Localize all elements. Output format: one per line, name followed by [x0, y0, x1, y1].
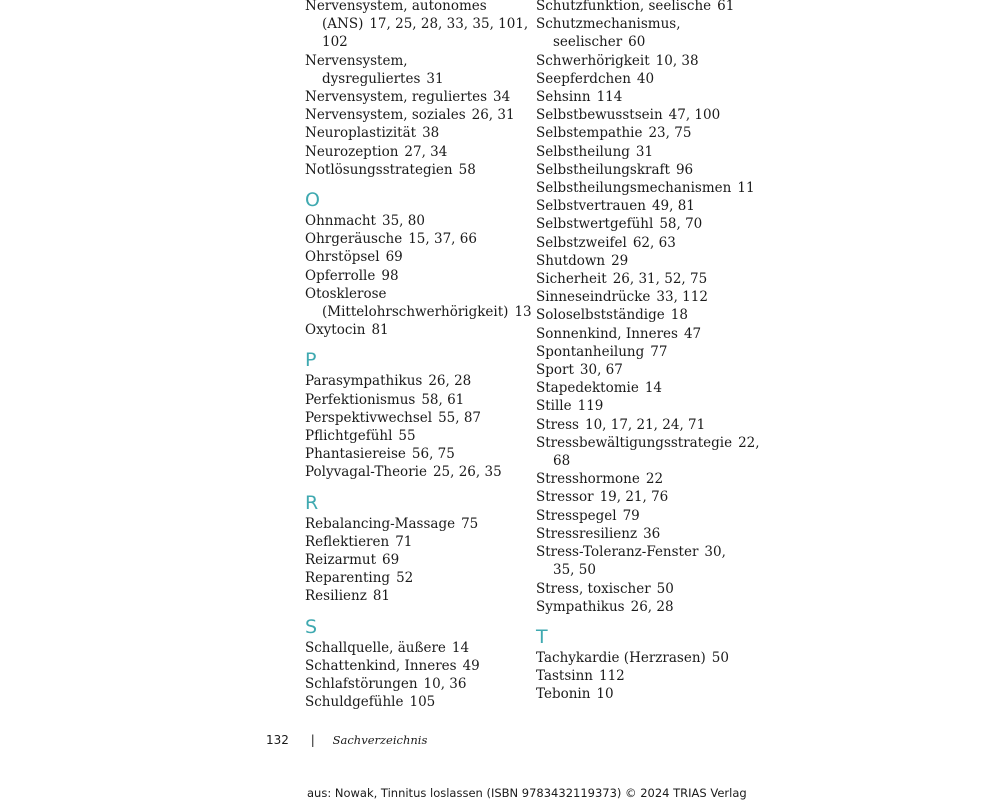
index-term: Spontanheilung [536, 343, 645, 360]
index-page-refs: 18 [670, 307, 688, 324]
index-page-refs: 22, 68 [553, 434, 760, 470]
index-page-refs: 27, 34 [404, 143, 448, 160]
index-term: Tebonin [536, 686, 591, 703]
index-term: Stressresilienz [536, 525, 638, 542]
index-term: Reparenting [305, 570, 391, 587]
index-letter-heading: R [305, 491, 319, 514]
index-page-refs: 58 [458, 161, 476, 178]
index-entry [305, 248, 530, 266]
index-entry [536, 252, 751, 270]
index-page-refs: 58, 61 [421, 391, 465, 408]
index-page-refs: 25, 26, 35 [432, 464, 502, 481]
index-page-refs: 55, 87 [438, 409, 482, 426]
index-page-refs: 17, 25, 28, 33, 35, 101, 102 [322, 16, 529, 51]
index-entry [536, 161, 751, 179]
index-term: Otosklerose (Mittelohrschwerhörigkeit) [305, 285, 509, 321]
index-page-refs: 13 [514, 304, 532, 321]
index-term: Selbstzweifel [536, 234, 627, 251]
index-page-refs: 23, 75 [648, 125, 692, 142]
index-entry [536, 124, 751, 142]
index-term: Selbstvertrauen [536, 198, 646, 215]
index-term: Schwerhörigkeit [536, 52, 650, 69]
index-page-refs: 26, 31 [471, 107, 515, 124]
index-term: Stille [536, 398, 572, 415]
index-column-left [305, 0, 530, 712]
index-entry [536, 543, 751, 579]
index-entry [536, 143, 751, 161]
index-term: Selbstwertgefühl [536, 216, 654, 233]
index-term: Neurozeption [305, 143, 399, 160]
index-page-refs: 114 [596, 89, 623, 106]
index-page-refs: 105 [409, 694, 436, 711]
index-entry [305, 0, 530, 52]
index-letter-heading: T [536, 625, 548, 648]
index-page-refs: 31 [426, 70, 444, 87]
index-entry [305, 212, 530, 230]
index-term: Reflektieren [305, 533, 390, 550]
index-entry [305, 391, 530, 409]
index-entry [536, 306, 751, 324]
index-entry [305, 463, 530, 481]
index-page-refs: 38 [422, 125, 440, 142]
index-term: Polyvagal-Theorie [305, 464, 427, 481]
index-term: Perfektionismus [305, 391, 416, 408]
index-letter-heading: S [305, 615, 318, 638]
index-page-refs: 15, 37, 66 [408, 231, 477, 248]
index-term: Stress, toxischer [536, 580, 651, 597]
index-term: Schuldgefühle [305, 694, 404, 711]
index-term: Resilienz [305, 588, 367, 605]
index-page-refs: 81 [372, 588, 391, 605]
index-page-refs: 62, 63 [632, 234, 676, 251]
index-page-refs: 26, 28 [630, 598, 674, 615]
index-entry [536, 598, 751, 616]
index-entry [305, 88, 530, 106]
index-entry [305, 52, 530, 88]
index-entry [536, 234, 751, 252]
index-term: Schlafstörungen [305, 676, 418, 693]
index-page-refs: 26, 31, 52, 75 [612, 271, 708, 288]
index-entry [536, 325, 751, 343]
index-term: Sonnenkind, Inneres [536, 325, 678, 342]
index-term: Oxytocin [305, 322, 366, 339]
index-page-refs: 56, 75 [411, 446, 455, 463]
index-term: Nervensystem, dysreguliertes [305, 52, 421, 87]
index-entry [536, 488, 751, 506]
index-entry [536, 580, 751, 598]
index-entry [536, 434, 760, 470]
index-page-refs: 77 [650, 343, 668, 360]
index-term: Neuroplastizität [305, 125, 417, 142]
index-entry [536, 397, 751, 415]
index-entry [305, 675, 530, 693]
index-page-refs: 36 [643, 525, 661, 542]
index-term: Rebalancing-Massage [305, 515, 456, 532]
index-page-refs: 31 [635, 143, 654, 160]
index-entry [305, 372, 530, 390]
index-entry [536, 667, 751, 685]
index-term: Nervensystem, reguliertes [305, 89, 488, 106]
index-entry [305, 161, 530, 179]
index-page-refs: 47 [683, 325, 702, 342]
index-page-refs: 14 [451, 639, 470, 656]
index-term: Ohrstöpsel [305, 249, 380, 266]
index-term: Schutzmechanismus, seelischer [536, 16, 681, 51]
index-term: Schallquelle, äußere [305, 639, 446, 656]
index-page-refs: 34 [493, 89, 511, 106]
index-term: Tastsinn [536, 668, 593, 685]
index-page-refs: 79 [622, 507, 640, 524]
index-page-refs: 33, 112 [656, 289, 708, 306]
index-entry [305, 427, 530, 445]
index-page-refs: 112 [599, 668, 625, 685]
index-entry [536, 525, 751, 543]
index-entry [305, 321, 530, 339]
index-entry [536, 288, 751, 306]
index-entry [305, 267, 530, 285]
index-term: Selbstempathie [536, 125, 643, 142]
index-page-refs: 119 [577, 398, 604, 415]
index-term: Nervensystem, autonomes (ANS) [305, 0, 487, 33]
index-page-refs: 10, 38 [655, 52, 699, 69]
index-term: Reizarmut [305, 552, 377, 569]
index-letter-heading: O [305, 189, 320, 212]
index-entry [305, 693, 530, 711]
index-entry [536, 343, 751, 361]
index-page-refs: 49 [462, 657, 480, 674]
index-page-refs: 30, 67 [579, 362, 623, 379]
index-term: Stresshormone [536, 471, 640, 488]
index-page-refs: 81 [371, 322, 389, 339]
index-entry [305, 106, 530, 124]
index-entry [536, 52, 751, 70]
index-entry [305, 515, 530, 533]
footer-separator: | [310, 733, 315, 747]
index-entry [305, 409, 530, 427]
index-entry [305, 587, 530, 605]
index-entry [536, 507, 751, 525]
index-entry [536, 106, 751, 124]
index-entry [305, 569, 530, 587]
index-page-refs: 60 [628, 34, 646, 51]
index-term: Notlösungsstrategien [305, 161, 453, 178]
index-term: Selbstheilung [536, 143, 630, 160]
index-entry [536, 15, 751, 51]
index-term: Opferrolle [305, 267, 376, 284]
index-term: Shutdown [536, 252, 606, 269]
index-entry [536, 379, 751, 397]
index-term: Nervensystem, soziales [305, 107, 466, 124]
index-entry [305, 143, 530, 161]
index-entry [536, 197, 751, 215]
index-entry [536, 416, 751, 434]
index-term: Perspektivwechsel [305, 409, 433, 426]
index-term: Stress [536, 416, 579, 433]
index-term: Schattenkind, Inneres [305, 657, 457, 674]
index-entry [305, 639, 530, 657]
source-citation: aus: Nowak, Tinnitus loslassen (ISBN 9783432119373) © 2024 TRIAS Verlag [307, 786, 747, 800]
index-term: Selbstheilungskraft [536, 161, 670, 178]
section-title: Sachverzeichnis [332, 733, 428, 747]
index-page-refs: 10, 17, 21, 24, 71 [584, 416, 706, 433]
index-entry [305, 124, 530, 142]
index-page-refs: 58, 70 [659, 216, 703, 233]
index-term: Tachykardie (Herzrasen) [536, 649, 706, 666]
index-entry [305, 657, 530, 675]
index-page-refs: 26, 28 [428, 373, 472, 390]
index-page-refs: 75 [461, 515, 479, 532]
index-page-refs: 40 [636, 70, 655, 87]
index-entry [536, 88, 751, 106]
index-term: Pflichtgefühl [305, 428, 393, 445]
index-term: Schutzfunktion, seelische [536, 0, 712, 14]
index-entry [536, 270, 751, 288]
index-entry [305, 285, 530, 321]
index-page-refs: 10 [596, 686, 614, 703]
index-page-refs: 49, 81 [651, 198, 695, 215]
index-term: Soloselbstständige [536, 307, 665, 324]
index-column-right [536, 0, 760, 704]
index-term: Stressor [536, 489, 594, 506]
index-entry [536, 179, 755, 197]
index-page-refs: 22 [645, 471, 664, 488]
index-term: Selbstbewusstsein [536, 107, 663, 124]
index-term: Ohrgeräusche [305, 231, 403, 248]
index-term: Seepferdchen [536, 70, 631, 87]
index-entry [305, 533, 530, 551]
index-entry [536, 215, 751, 233]
index-letter-heading: P [305, 349, 317, 372]
index-entry [536, 0, 751, 15]
index-page-refs: 69 [385, 249, 403, 266]
index-term: Sport [536, 362, 574, 379]
index-term: Selbstheilungsmechanismen [536, 180, 732, 197]
index-entry [536, 649, 751, 667]
page-number: 132 [266, 733, 289, 747]
page-footer [266, 733, 427, 747]
index-term: Sinneseindrücke [536, 289, 651, 306]
index-term: Parasympathikus [305, 373, 423, 390]
index-page-refs: 30, 35, 50 [553, 544, 726, 579]
index-page-refs: 29 [611, 252, 629, 269]
index-page-refs: 98 [381, 267, 399, 284]
index-term: Sicherheit [536, 271, 607, 288]
index-page-refs: 11 [737, 180, 755, 197]
index-page-refs: 10, 36 [423, 676, 467, 693]
index-page-refs: 96 [675, 161, 694, 178]
index-page-refs: 71 [395, 533, 413, 550]
index-entry [536, 685, 751, 703]
index-page-refs: 19, 21, 76 [599, 489, 669, 506]
index-page-refs: 47, 100 [668, 107, 721, 124]
index-page-refs: 52 [396, 570, 414, 587]
index-entry [536, 70, 751, 88]
index-term: Sehsinn [536, 89, 591, 106]
index-page-refs: 61 [717, 0, 735, 14]
index-entry [305, 445, 530, 463]
index-page-refs: 35, 80 [382, 213, 425, 230]
index-term: Stapedektomie [536, 380, 639, 397]
index-page-refs: 50 [711, 649, 729, 666]
index-term: Stressbewältigungsstrategie [536, 434, 733, 451]
index-entry [305, 551, 530, 569]
index-term: Sympathikus [536, 598, 625, 615]
index-term: Phantasiereise [305, 446, 406, 463]
index-entry [536, 361, 751, 379]
index-term: Stress-Toleranz-Fenster [536, 544, 699, 561]
index-page-refs: 69 [382, 552, 400, 569]
index-page-refs: 50 [656, 580, 674, 597]
index-term: Ohnmacht [305, 213, 376, 230]
index-entry [536, 470, 751, 488]
index-term: Stresspegel [536, 507, 617, 524]
index-entry [305, 230, 530, 248]
index-page-refs: 55 [398, 428, 416, 445]
index-page-refs: 14 [644, 380, 663, 397]
